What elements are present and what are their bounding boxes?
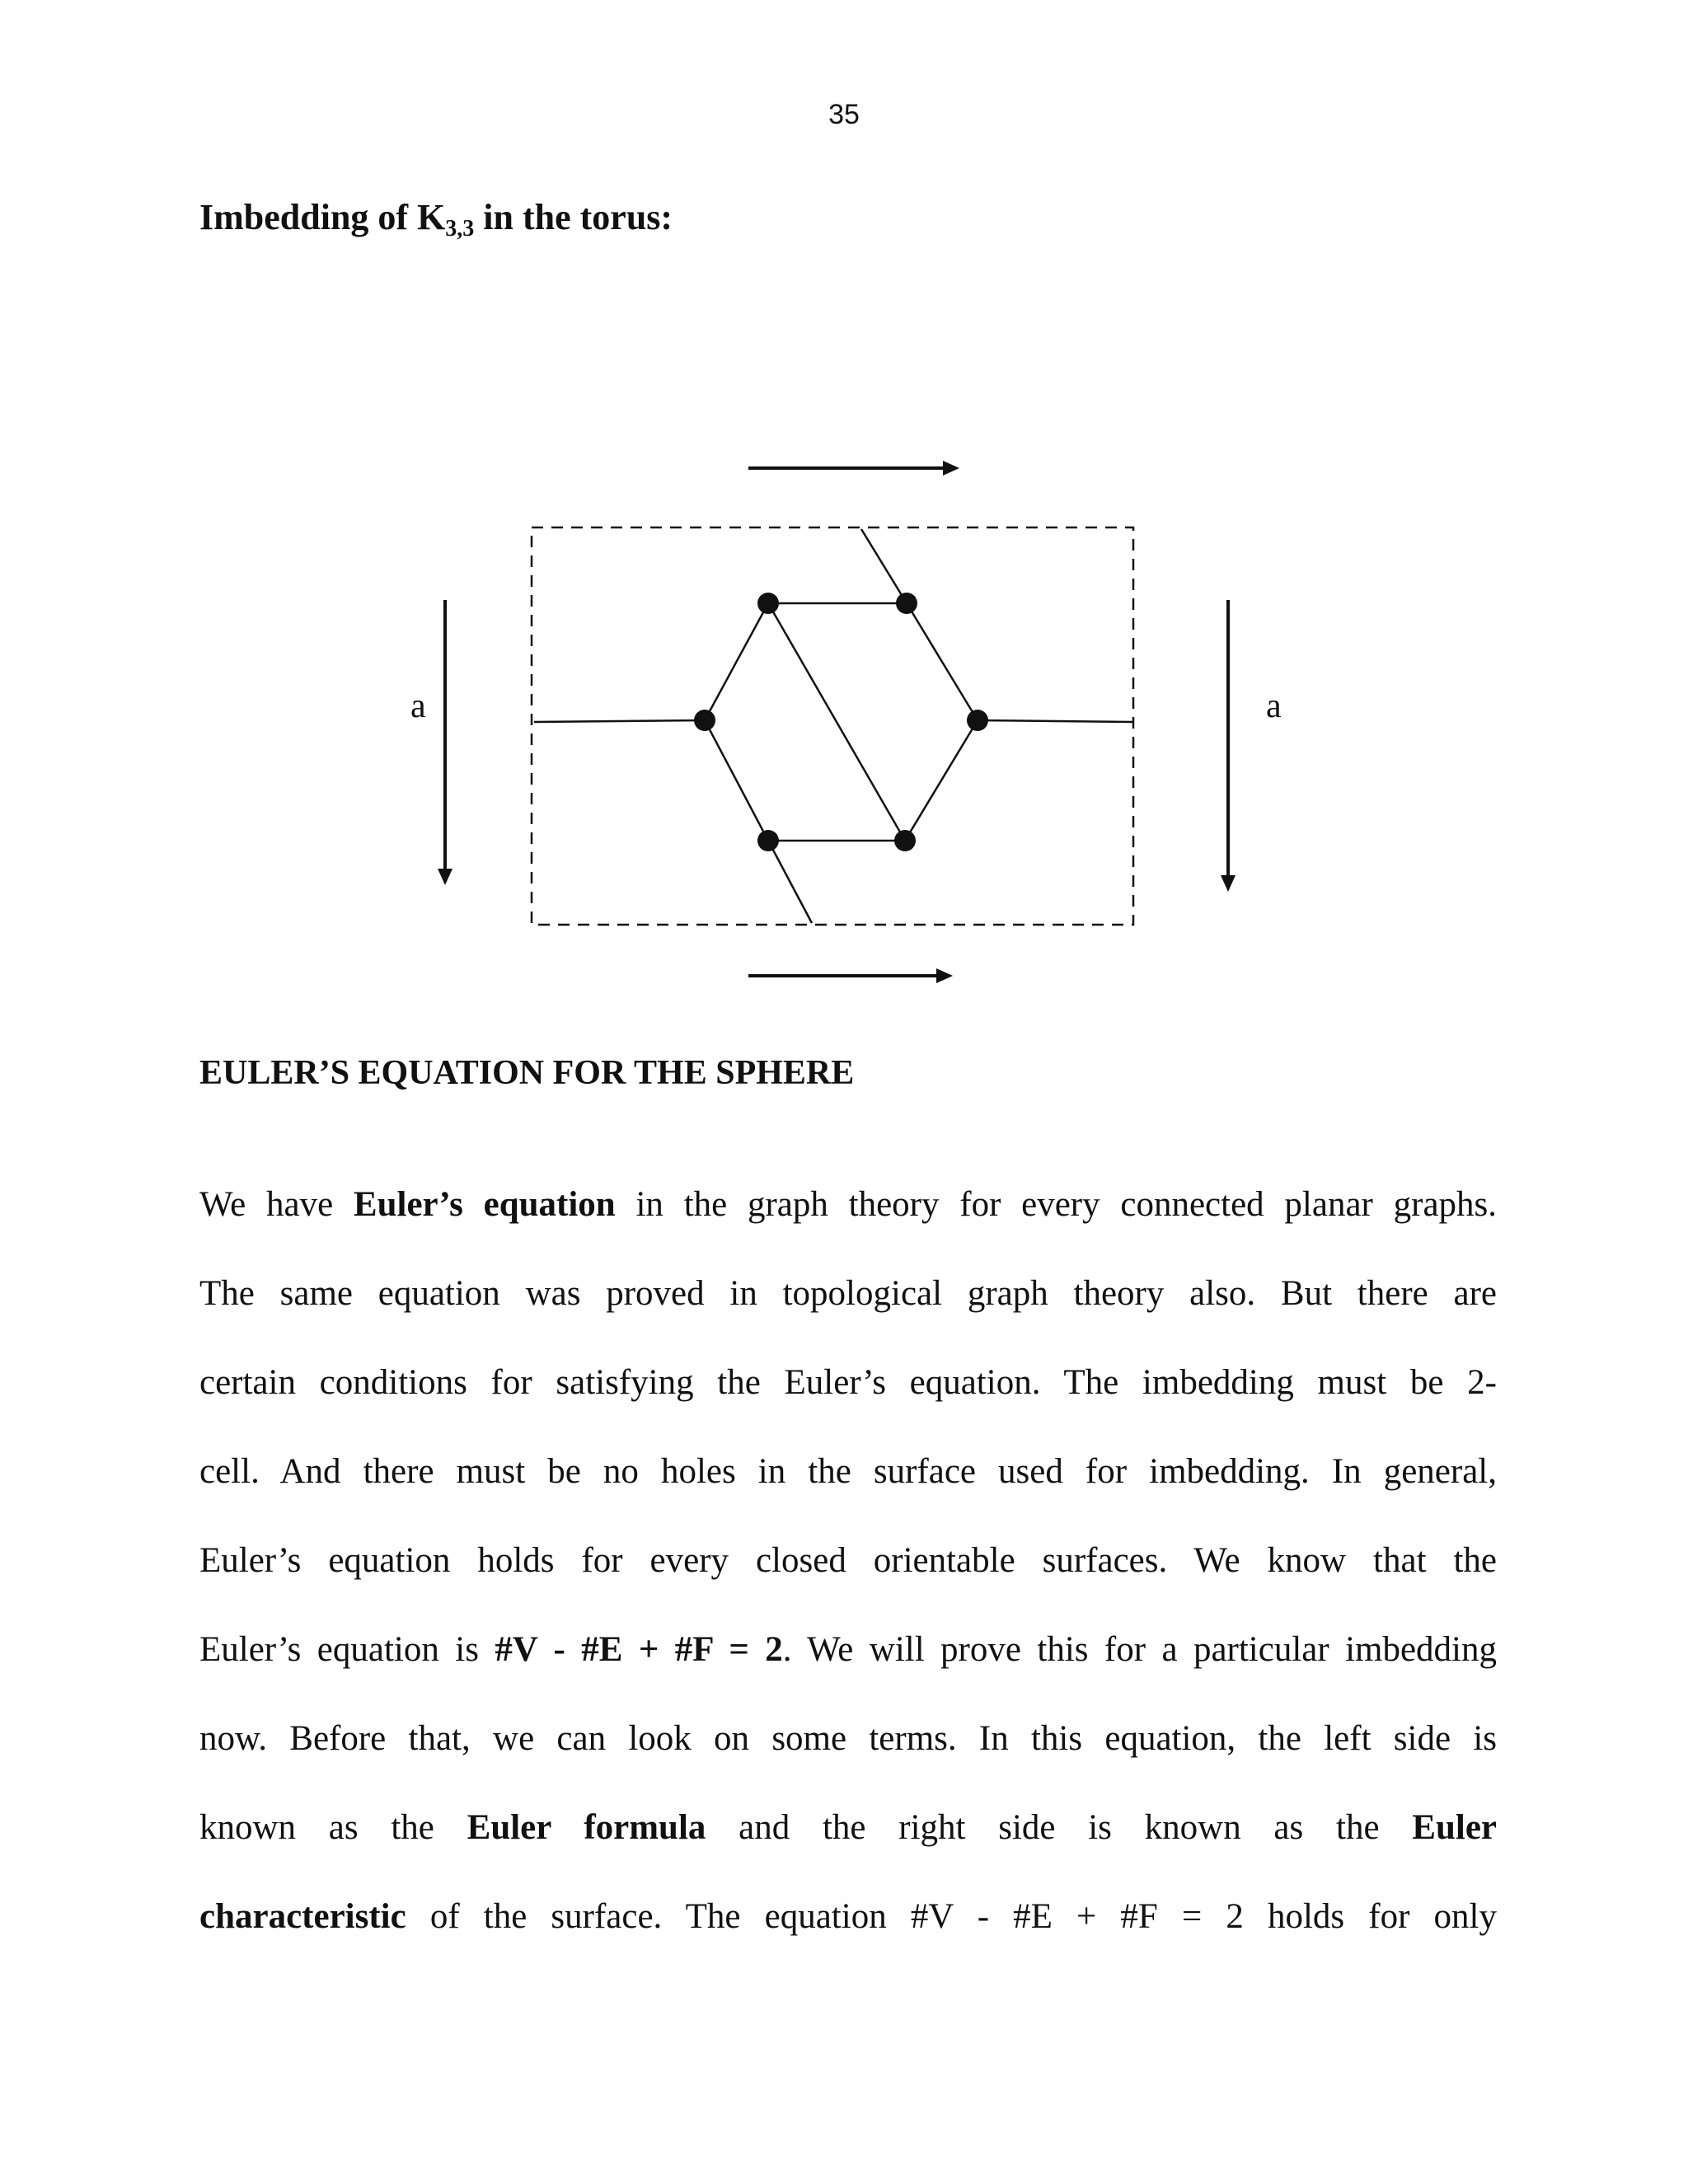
bottom-arrow [748, 968, 953, 983]
text-run: known as the [199, 1808, 467, 1847]
heading-suffix: in the torus [474, 197, 661, 237]
vertex [896, 593, 917, 614]
vertex [757, 593, 779, 614]
heading-subscript: 3,3 [445, 216, 475, 241]
paragraph-line: now. Before that, we can look on some terms. In this equation, the left side is [199, 1719, 1497, 1758]
paragraph-line: Euler’s equation holds for every closed orientable surfaces. We know that the [199, 1541, 1497, 1580]
paragraph-line [199, 1872, 1497, 1961]
bold-equation: #V - #E + #F = 2 [495, 1630, 783, 1669]
torus-boundary-rect [532, 527, 1133, 925]
heading-prefix: Imbedding of K [199, 197, 446, 237]
top-arrow [748, 461, 959, 476]
body-paragraph [199, 1160, 1497, 1961]
text-run: Euler’s equation is [199, 1630, 495, 1669]
text-run: . We will prove this for a particular imbedding [782, 1630, 1498, 1669]
vertex [967, 710, 988, 731]
text-run: in the graph theory for every connected planar graphs. [615, 1185, 1498, 1224]
vertex [894, 830, 916, 851]
paragraph-line [199, 1160, 1497, 1249]
bold-term: Euler formula [467, 1808, 706, 1847]
vertex [694, 710, 715, 731]
left-edge-label: a [410, 687, 426, 725]
paragraph-line: cell. And there must be no holes in the surface used for imbedding. In general, [199, 1452, 1497, 1491]
text-run: of the surface. The equation #V - #E + #F = 2 holds for only [406, 1897, 1497, 1936]
paragraph-line [199, 1783, 1497, 1872]
vertex [757, 830, 779, 851]
section-title: EULER’S EQUATION FOR THE SPHERE [199, 1054, 855, 1092]
text-run: We have [199, 1185, 354, 1224]
heading-colon: : [660, 197, 673, 237]
paragraph-line: certain conditions for satisfying the Euler’s equation. The imbedding must be 2- [199, 1363, 1497, 1402]
graph-vertices [694, 593, 988, 851]
left-arrow [438, 600, 452, 885]
paragraph-line: The same equation was proved in topological graph theory also. But there are [199, 1274, 1497, 1313]
right-arrow [1221, 600, 1236, 892]
right-edge-label: a [1266, 687, 1282, 725]
graph-edges [534, 529, 1132, 923]
paragraph-line [199, 1605, 1497, 1694]
text-run: and the right side is known as the [706, 1808, 1413, 1847]
figure-heading [199, 196, 673, 242]
bold-term: characteristic [199, 1897, 406, 1936]
bold-term: Euler’s equation [353, 1185, 616, 1224]
page-number: 35 [828, 99, 860, 130]
bold-term: Euler [1412, 1808, 1497, 1847]
